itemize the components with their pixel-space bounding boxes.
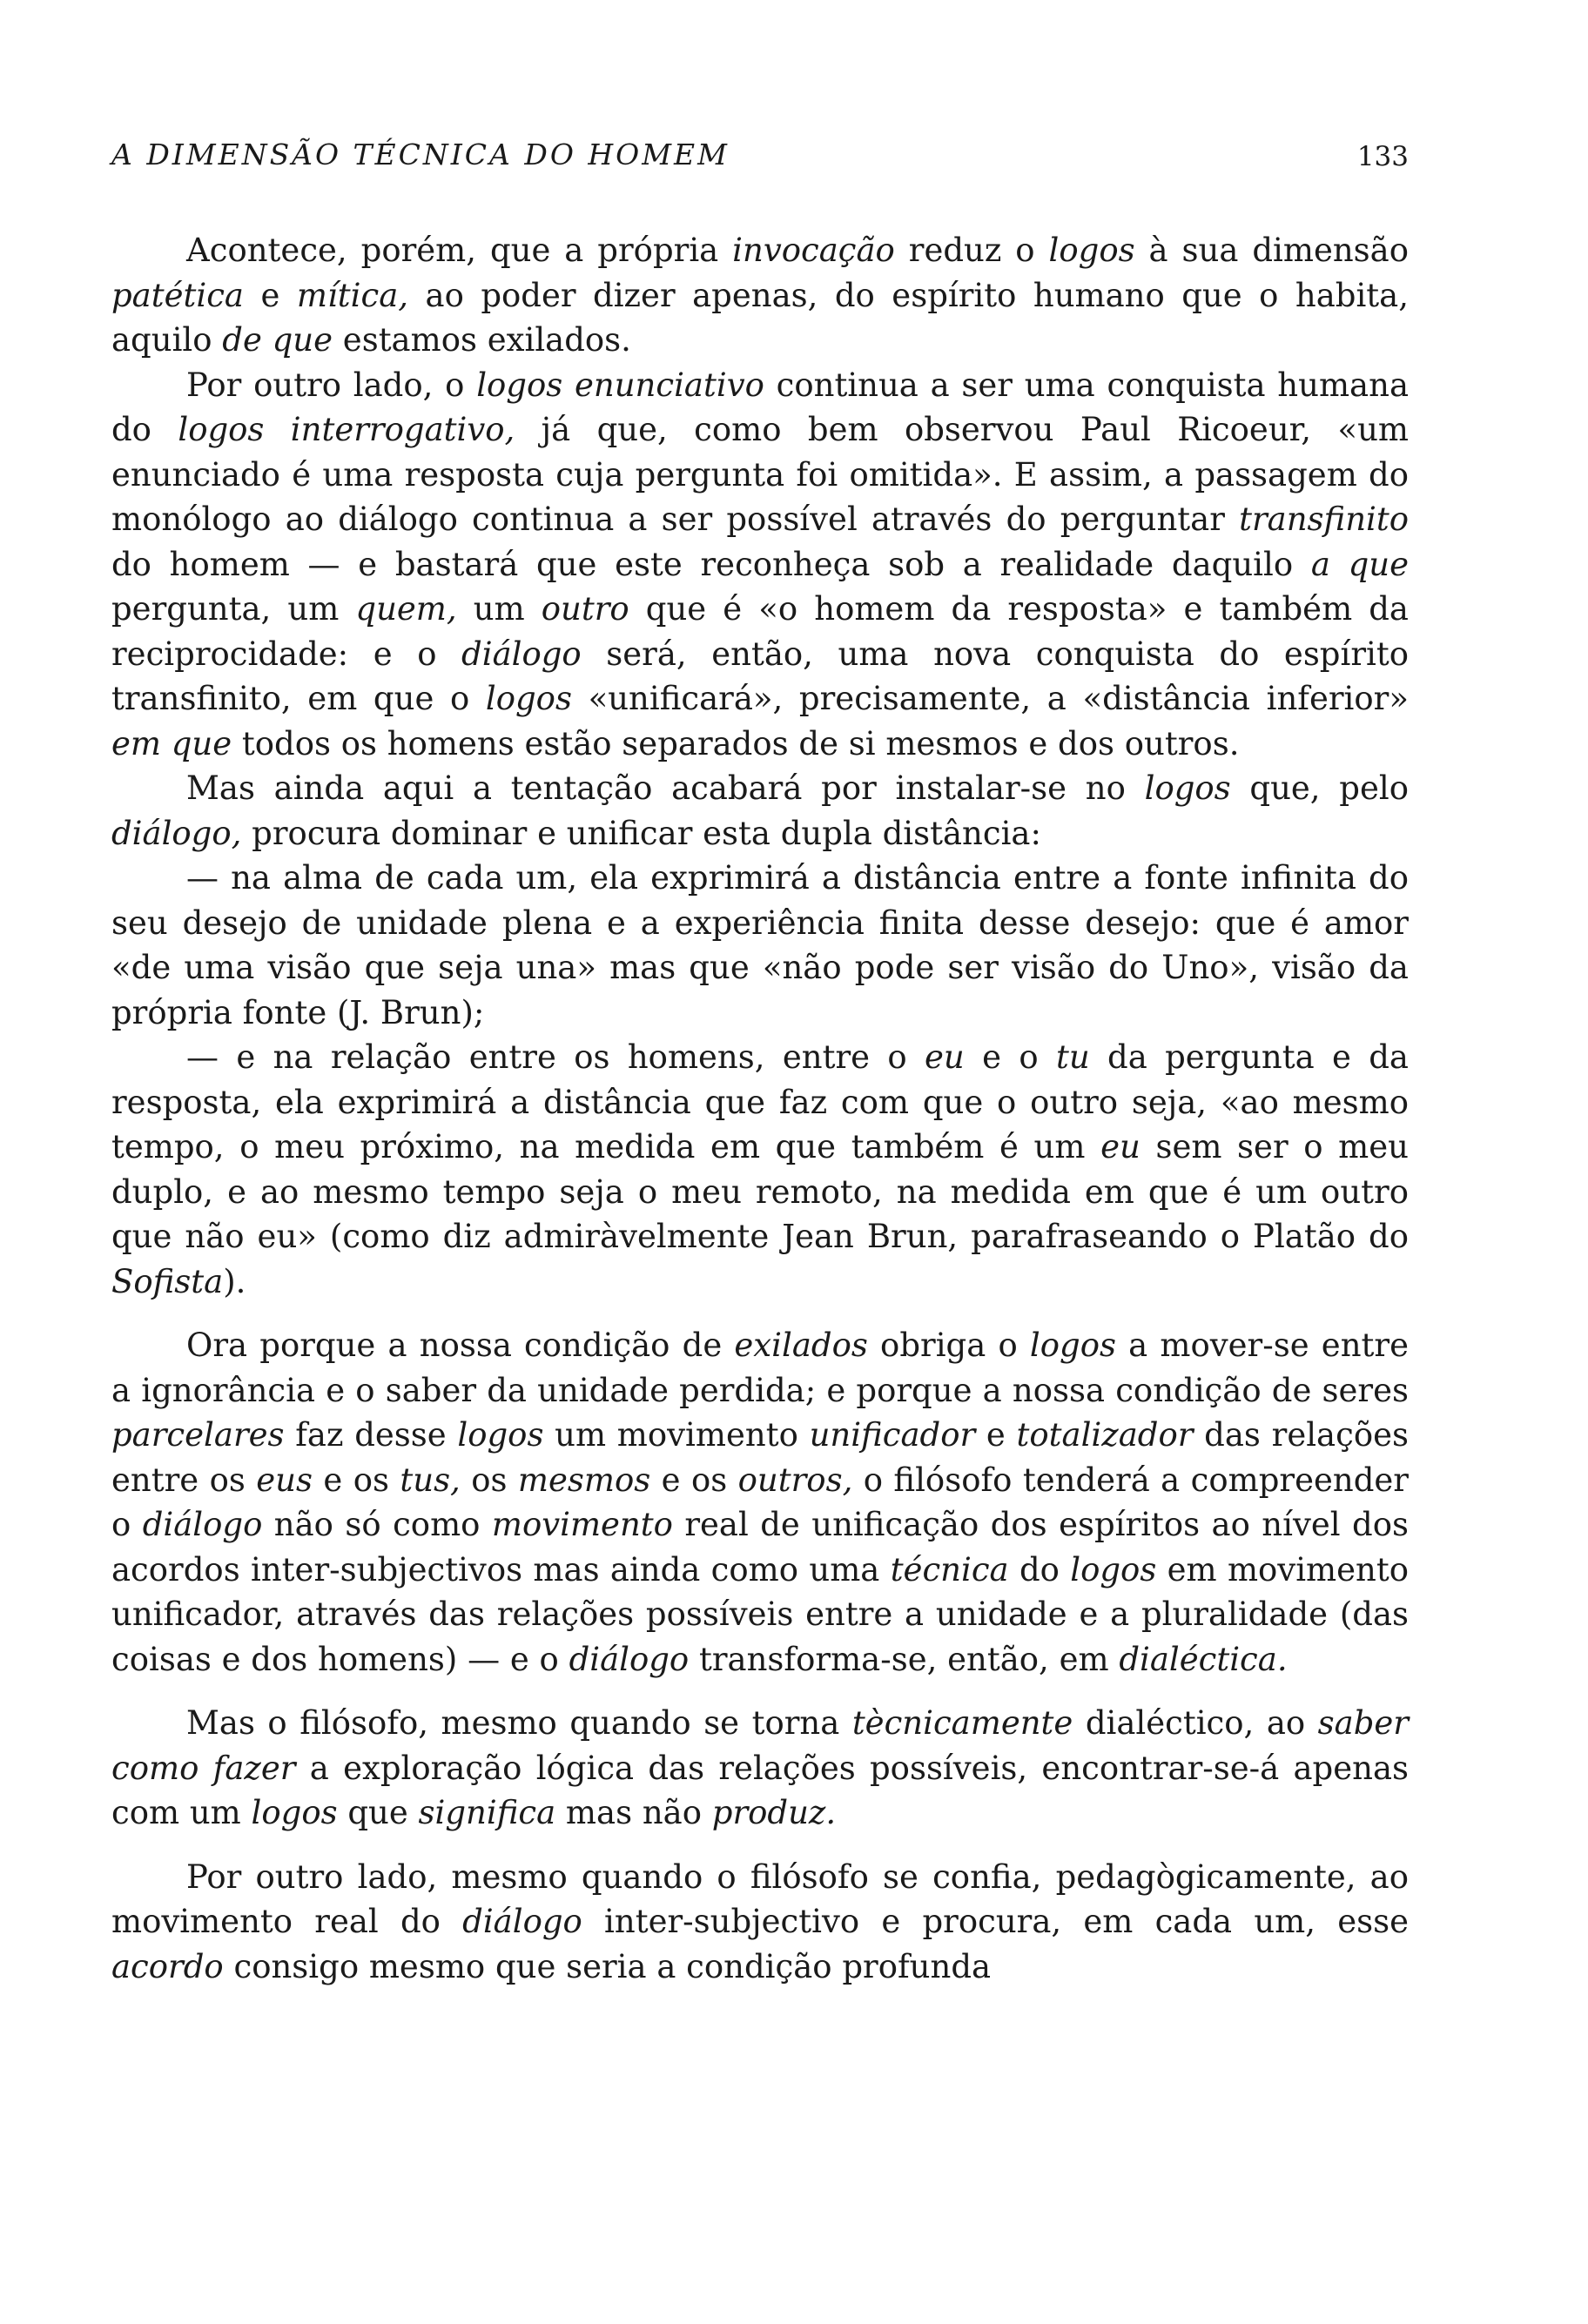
italic-text: produz. — [711, 1794, 837, 1831]
text-run: o filósofo tenderá a compreender o — [111, 1461, 1409, 1543]
italic-text: tu — [1055, 1038, 1090, 1076]
italic-text: logos — [457, 1416, 544, 1454]
text-run: que — [337, 1794, 419, 1831]
italic-text: totalizador — [1016, 1416, 1194, 1454]
text-run: será, então, uma nova conquista do espírito transfinito, em que o — [111, 635, 1409, 717]
text-run: «unificará», precisamente, a «distância inferior» — [571, 680, 1409, 717]
italic-text: transfinito — [1239, 500, 1409, 538]
italic-text: logos — [485, 680, 572, 717]
text-run: Mas o filósofo, mesmo quando se torna — [186, 1704, 852, 1742]
italic-text: diálogo — [569, 1640, 690, 1678]
italic-text: invocação — [732, 232, 895, 269]
text-run: um movimento — [543, 1416, 810, 1454]
italic-text: outros, — [737, 1461, 853, 1499]
text-run: e os — [650, 1461, 738, 1499]
text-run: faz desse — [284, 1416, 458, 1454]
italic-text: patética — [111, 276, 244, 314]
text-run: inter-subjectivo e procura, em cada um, esse — [582, 1903, 1409, 1940]
text-run: e — [975, 1416, 1017, 1454]
italic-text: tus, — [400, 1461, 461, 1499]
text-run: do — [1008, 1550, 1071, 1589]
text-run: a exploração lógica das relações possíveis, encontrar-se-á apenas com um — [111, 1749, 1410, 1831]
italic-text: logos interrogativo, — [178, 411, 515, 448]
running-header — [111, 132, 1409, 178]
italic-text: diálogo, — [111, 814, 242, 852]
text-run: das relações entre os — [111, 1416, 1409, 1499]
italic-text: Sofista — [111, 1262, 224, 1300]
text-run: os — [460, 1461, 518, 1499]
italic-text: logos enunciativo — [476, 366, 764, 404]
text-run: em movimento unificador, através das relações possíveis entre a unidade e a pluralidade (das coisas e dos homens) — e o — [111, 1550, 1410, 1678]
text-run: reduz o — [894, 232, 1049, 269]
italic-text: logos — [1029, 1327, 1116, 1364]
text-run: já que, como bem observou Paul Ricoeur, «um enunciado é uma resposta cuja pergunta foi omitida». E assim, a passagem do monólogo ao diálogo continua a ser possível através do perguntar — [111, 411, 1409, 538]
text-run: que, pelo — [1230, 769, 1409, 807]
italic-text: diálogo — [462, 1903, 582, 1940]
italic-text: logos — [1144, 769, 1231, 807]
paragraph — [111, 856, 1409, 1035]
text-run: — e na relação entre os homens, entre o — [186, 1038, 925, 1076]
italic-text: outro — [541, 590, 629, 628]
paragraph — [111, 1855, 1409, 1990]
text-run: — na alma de cada um, ela exprimirá a distância entre a fonte infinita do seu desejo de unidade plena e a experiência finita desse desejo: que é amor «de uma visão que seja una» mas que «não pode ser visão do Uno», visão da própria fonte (J. Brun); — [111, 859, 1409, 1031]
text-run: obriga o — [867, 1327, 1030, 1364]
text-run: que é «o homem da resposta» e também da reciprocidade: e o — [111, 590, 1409, 673]
text-run: ao poder dizer apenas, do espírito humano que o habita, aquilo — [111, 276, 1409, 359]
text-run: real de unificação dos espíritos ao nível dos acordos inter-subjectivos mas ainda como uma — [111, 1506, 1409, 1589]
italic-text: unificador — [809, 1416, 976, 1454]
text-run: continua a ser uma conquista humana do — [111, 366, 1410, 448]
italic-text: de que — [222, 321, 333, 359]
text-run: e — [244, 276, 297, 314]
italic-text: técnica — [890, 1550, 1009, 1589]
italic-text: mítica, — [296, 276, 409, 314]
text-run: à sua dimensão — [1134, 232, 1409, 269]
italic-text: diálogo — [142, 1506, 263, 1543]
italic-text: parcelares — [111, 1416, 285, 1454]
text-run: Por outro lado, mesmo quando o filósofo se confia, pedagògicamente, ao movimento real do — [111, 1857, 1409, 1940]
text-run: não só como — [262, 1506, 492, 1543]
text-run: do homem — e bastará que este reconheça sob a realidade daquilo — [111, 545, 1311, 583]
text-run: estamos exilados. — [333, 321, 631, 359]
italic-text: eu — [1100, 1128, 1141, 1165]
body-text — [111, 228, 1409, 1989]
text-run: da pergunta e da resposta, ela exprimirá a distância que faz com que o outro seja, «ao mesmo tempo, o meu próximo, na medida em que também é um — [111, 1038, 1409, 1165]
italic-text: significa — [418, 1794, 556, 1831]
italic-text: diálogo — [461, 635, 582, 673]
text-run: Ora porque a nossa condição de — [186, 1327, 735, 1364]
paragraph — [111, 766, 1409, 856]
paragraph — [111, 363, 1409, 767]
paragraph — [111, 1035, 1409, 1304]
text-run: sem ser o meu duplo, e ao mesmo tempo seja o meu remoto, na medida em que é um outro que não eu» (como diz admiràvelmente Jean Brun, parafraseando o Platão do — [111, 1128, 1409, 1255]
text-run: todos os homens estão separados de si mesmos e dos outros. — [232, 724, 1240, 762]
italic-text: mesmos — [517, 1461, 651, 1499]
paragraph — [111, 228, 1409, 363]
text-run: pergunta, um — [111, 590, 356, 628]
italic-text: tècnicamente — [851, 1704, 1073, 1742]
running-title: A DIMENSÃO TÉCNICA DO HOMEM — [111, 138, 730, 171]
italic-text: saber como fazer — [111, 1704, 1409, 1787]
text-run: Por outro lado, o — [186, 366, 477, 404]
paragraph — [111, 1701, 1409, 1836]
italic-text: dialéctica. — [1119, 1640, 1288, 1678]
italic-text: logos — [1048, 232, 1135, 269]
text-run: mas não — [555, 1794, 712, 1831]
italic-text: movimento — [491, 1506, 673, 1543]
italic-text: em que — [111, 724, 232, 762]
text-run: Mas ainda aqui a tentação acabará por instalar-se no — [186, 769, 1145, 807]
text-run: e o — [964, 1038, 1056, 1076]
text-run: e os — [312, 1461, 400, 1499]
italic-text: exilados — [734, 1327, 868, 1364]
italic-text: acordo — [111, 1947, 224, 1985]
italic-text: eu — [925, 1038, 965, 1076]
italic-text: a que — [1310, 545, 1409, 583]
text-run: transforma-se, então, em — [689, 1640, 1120, 1678]
text-run: ). — [223, 1262, 246, 1300]
italic-text: quem, — [355, 590, 457, 628]
text-run: procura dominar e unificar esta dupla distância: — [241, 814, 1041, 852]
italic-text: logos — [1070, 1550, 1157, 1589]
page-number: 133 — [1356, 141, 1409, 172]
text-run: um — [456, 590, 542, 628]
text-run: consigo mesmo que seria a condição profunda — [223, 1947, 992, 1985]
text-run: a mover-se entre a ignorância e o saber da unidade perdida; e porque a nossa condição de seres — [111, 1327, 1409, 1409]
italic-text: eus — [256, 1461, 313, 1499]
text-run: Acontece, porém, que a própria — [186, 232, 733, 269]
paragraph — [111, 1323, 1409, 1682]
italic-text: logos — [251, 1794, 338, 1831]
text-run: dialéctico, ao — [1073, 1704, 1318, 1742]
